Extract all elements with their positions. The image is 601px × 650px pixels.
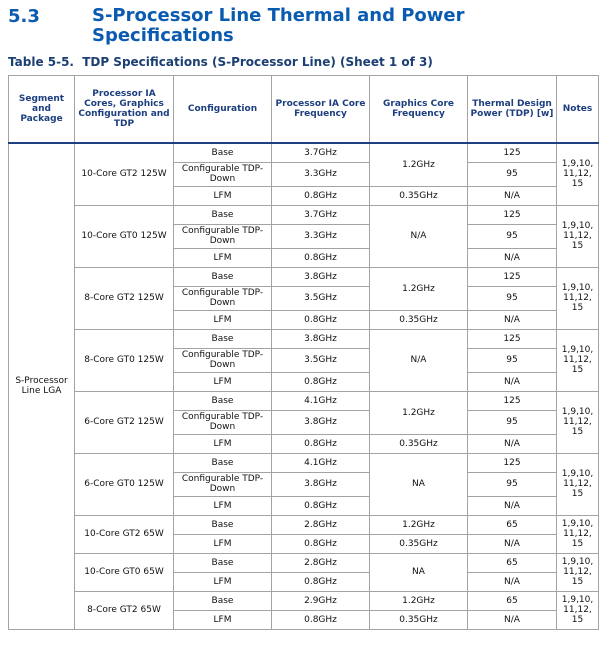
graphics-frequency-cell: 0.35GHz [370, 310, 468, 329]
configuration-cell: Configurable TDP-Down [174, 410, 272, 434]
tdp-spec-table [8, 75, 599, 630]
configuration-cell: Configurable TDP-Down [174, 348, 272, 372]
ia-frequency-cell: 3.7GHz [272, 143, 370, 162]
sku-cell: 6-Core GT2 125W [75, 391, 174, 453]
tdp-cell: N/A [468, 610, 557, 629]
tdp-cell: 65 [468, 515, 557, 534]
table-row [9, 453, 599, 472]
tdp-cell: 125 [468, 329, 557, 348]
ia-frequency-cell: 0.8GHz [272, 310, 370, 329]
graphics-frequency-cell: 1.2GHz [370, 591, 468, 610]
tdp-cell: 95 [468, 162, 557, 186]
graphics-frequency-cell: 0.35GHz [370, 186, 468, 205]
sku-cell: 10-Core GT2 65W [75, 515, 174, 553]
table-row [9, 205, 599, 224]
notes-cell: 1,9,10, 11,12, 15 [557, 553, 599, 591]
sku-cell: 10-Core GT2 125W [75, 143, 174, 205]
sku-cell: 8-Core GT2 125W [75, 267, 174, 329]
table-body [9, 143, 599, 629]
configuration-cell: Base [174, 329, 272, 348]
notes-cell: 1,9,10, 11,12, 15 [557, 515, 599, 553]
configuration-cell: Configurable TDP-Down [174, 224, 272, 248]
sku-cell: 10-Core GT0 65W [75, 553, 174, 591]
configuration-cell: LFM [174, 310, 272, 329]
section-title: S-Processor Line Thermal and Power Specifications [92, 5, 465, 46]
configuration-cell: Base [174, 267, 272, 286]
header-notes: Notes [557, 76, 599, 144]
tdp-cell: 95 [468, 286, 557, 310]
graphics-frequency-cell: 0.35GHz [370, 610, 468, 629]
table-header-row [9, 76, 599, 144]
configuration-cell: LFM [174, 610, 272, 629]
configuration-cell: Base [174, 553, 272, 572]
tdp-cell: N/A [468, 534, 557, 553]
table-row [9, 591, 599, 610]
ia-frequency-cell: 2.8GHz [272, 553, 370, 572]
configuration-cell: Configurable TDP-Down [174, 162, 272, 186]
tdp-cell: N/A [468, 372, 557, 391]
ia-frequency-cell: 4.1GHz [272, 453, 370, 472]
tdp-cell: 125 [468, 267, 557, 286]
tdp-cell: N/A [468, 496, 557, 515]
ia-frequency-cell: 0.8GHz [272, 610, 370, 629]
header-tdp: Thermal Design Power (TDP) [w] [468, 76, 557, 144]
ia-frequency-cell: 0.8GHz [272, 248, 370, 267]
sku-cell: 6-Core GT0 125W [75, 453, 174, 515]
ia-frequency-cell: 3.8GHz [272, 329, 370, 348]
header-graphics-frequency: Graphics Core Frequency [370, 76, 468, 144]
segment-package-cell: S-Processor Line LGA [9, 143, 75, 629]
ia-frequency-cell: 3.8GHz [272, 472, 370, 496]
tdp-cell: 95 [468, 472, 557, 496]
section-heading [8, 6, 598, 50]
tdp-cell: 65 [468, 591, 557, 610]
graphics-frequency-cell: 1.2GHz [370, 267, 468, 310]
ia-frequency-cell: 3.8GHz [272, 267, 370, 286]
header-configuration: Configuration [174, 76, 272, 144]
graphics-frequency-cell: NA [370, 553, 468, 591]
configuration-cell: Base [174, 515, 272, 534]
notes-cell: 1,9,10, 11,12, 15 [557, 143, 599, 205]
graphics-frequency-cell: NA [370, 453, 468, 515]
tdp-cell: 125 [468, 453, 557, 472]
graphics-frequency-cell: N/A [370, 329, 468, 391]
tdp-cell: 95 [468, 348, 557, 372]
ia-frequency-cell: 0.8GHz [272, 572, 370, 591]
notes-cell: 1,9,10, 11,12, 15 [557, 453, 599, 515]
ia-frequency-cell: 2.9GHz [272, 591, 370, 610]
ia-frequency-cell: 0.8GHz [272, 496, 370, 515]
configuration-cell: Base [174, 143, 272, 162]
table-row [9, 143, 599, 162]
ia-frequency-cell: 2.8GHz [272, 515, 370, 534]
tdp-cell: 125 [468, 391, 557, 410]
section-number: 5.3 [8, 6, 40, 27]
table-caption-title: TDP Specifications (S-Processor Line) (Sheet 1 of 3) [82, 55, 433, 69]
table-caption-label: Table 5-5. [8, 55, 74, 69]
ia-frequency-cell: 3.5GHz [272, 286, 370, 310]
notes-cell: 1,9,10, 11,12, 15 [557, 267, 599, 329]
header-ia-frequency: Processor IA Core Frequency [272, 76, 370, 144]
sku-cell: 10-Core GT0 125W [75, 205, 174, 267]
configuration-cell: LFM [174, 186, 272, 205]
configuration-cell: Base [174, 591, 272, 610]
ia-frequency-cell: 3.5GHz [272, 348, 370, 372]
notes-cell: 1,9,10, 11,12, 15 [557, 391, 599, 453]
configuration-cell: Base [174, 205, 272, 224]
configuration-cell: LFM [174, 496, 272, 515]
tdp-cell: N/A [468, 434, 557, 453]
graphics-frequency-cell: 0.35GHz [370, 434, 468, 453]
graphics-frequency-cell: 1.2GHz [370, 143, 468, 186]
tdp-cell: 95 [468, 410, 557, 434]
tdp-cell: N/A [468, 572, 557, 591]
configuration-cell: LFM [174, 572, 272, 591]
ia-frequency-cell: 3.3GHz [272, 162, 370, 186]
header-cores: Processor IA Cores, Graphics Configuration and TDP [75, 76, 174, 144]
tdp-cell: N/A [468, 186, 557, 205]
ia-frequency-cell: 0.8GHz [272, 372, 370, 391]
graphics-frequency-cell: 1.2GHz [370, 515, 468, 534]
table-row [9, 267, 599, 286]
table-row [9, 391, 599, 410]
configuration-cell: Configurable TDP-Down [174, 286, 272, 310]
sku-cell: 8-Core GT2 65W [75, 591, 174, 629]
configuration-cell: LFM [174, 434, 272, 453]
ia-frequency-cell: 0.8GHz [272, 534, 370, 553]
configuration-cell: Base [174, 453, 272, 472]
table-row [9, 553, 599, 572]
graphics-frequency-cell: 1.2GHz [370, 391, 468, 434]
sku-cell: 8-Core GT0 125W [75, 329, 174, 391]
header-segment: Segment and Package [9, 76, 75, 144]
table-row [9, 515, 599, 534]
configuration-cell: Base [174, 391, 272, 410]
notes-cell: 1,9,10, 11,12, 15 [557, 205, 599, 267]
tdp-cell: 65 [468, 553, 557, 572]
ia-frequency-cell: 3.3GHz [272, 224, 370, 248]
configuration-cell: LFM [174, 534, 272, 553]
configuration-cell: LFM [174, 248, 272, 267]
tdp-cell: 95 [468, 224, 557, 248]
notes-cell: 1,9,10, 11,12, 15 [557, 591, 599, 629]
tdp-cell: N/A [468, 310, 557, 329]
ia-frequency-cell: 3.8GHz [272, 410, 370, 434]
ia-frequency-cell: 3.7GHz [272, 205, 370, 224]
configuration-cell: Configurable TDP-Down [174, 472, 272, 496]
ia-frequency-cell: 0.8GHz [272, 434, 370, 453]
tdp-cell: 125 [468, 205, 557, 224]
tdp-cell: 125 [468, 143, 557, 162]
table-row [9, 329, 599, 348]
ia-frequency-cell: 4.1GHz [272, 391, 370, 410]
tdp-cell: N/A [468, 248, 557, 267]
notes-cell: 1,9,10, 11,12, 15 [557, 329, 599, 391]
configuration-cell: LFM [174, 372, 272, 391]
ia-frequency-cell: 0.8GHz [272, 186, 370, 205]
graphics-frequency-cell: 0.35GHz [370, 534, 468, 553]
graphics-frequency-cell: N/A [370, 205, 468, 267]
table-caption [8, 55, 433, 69]
